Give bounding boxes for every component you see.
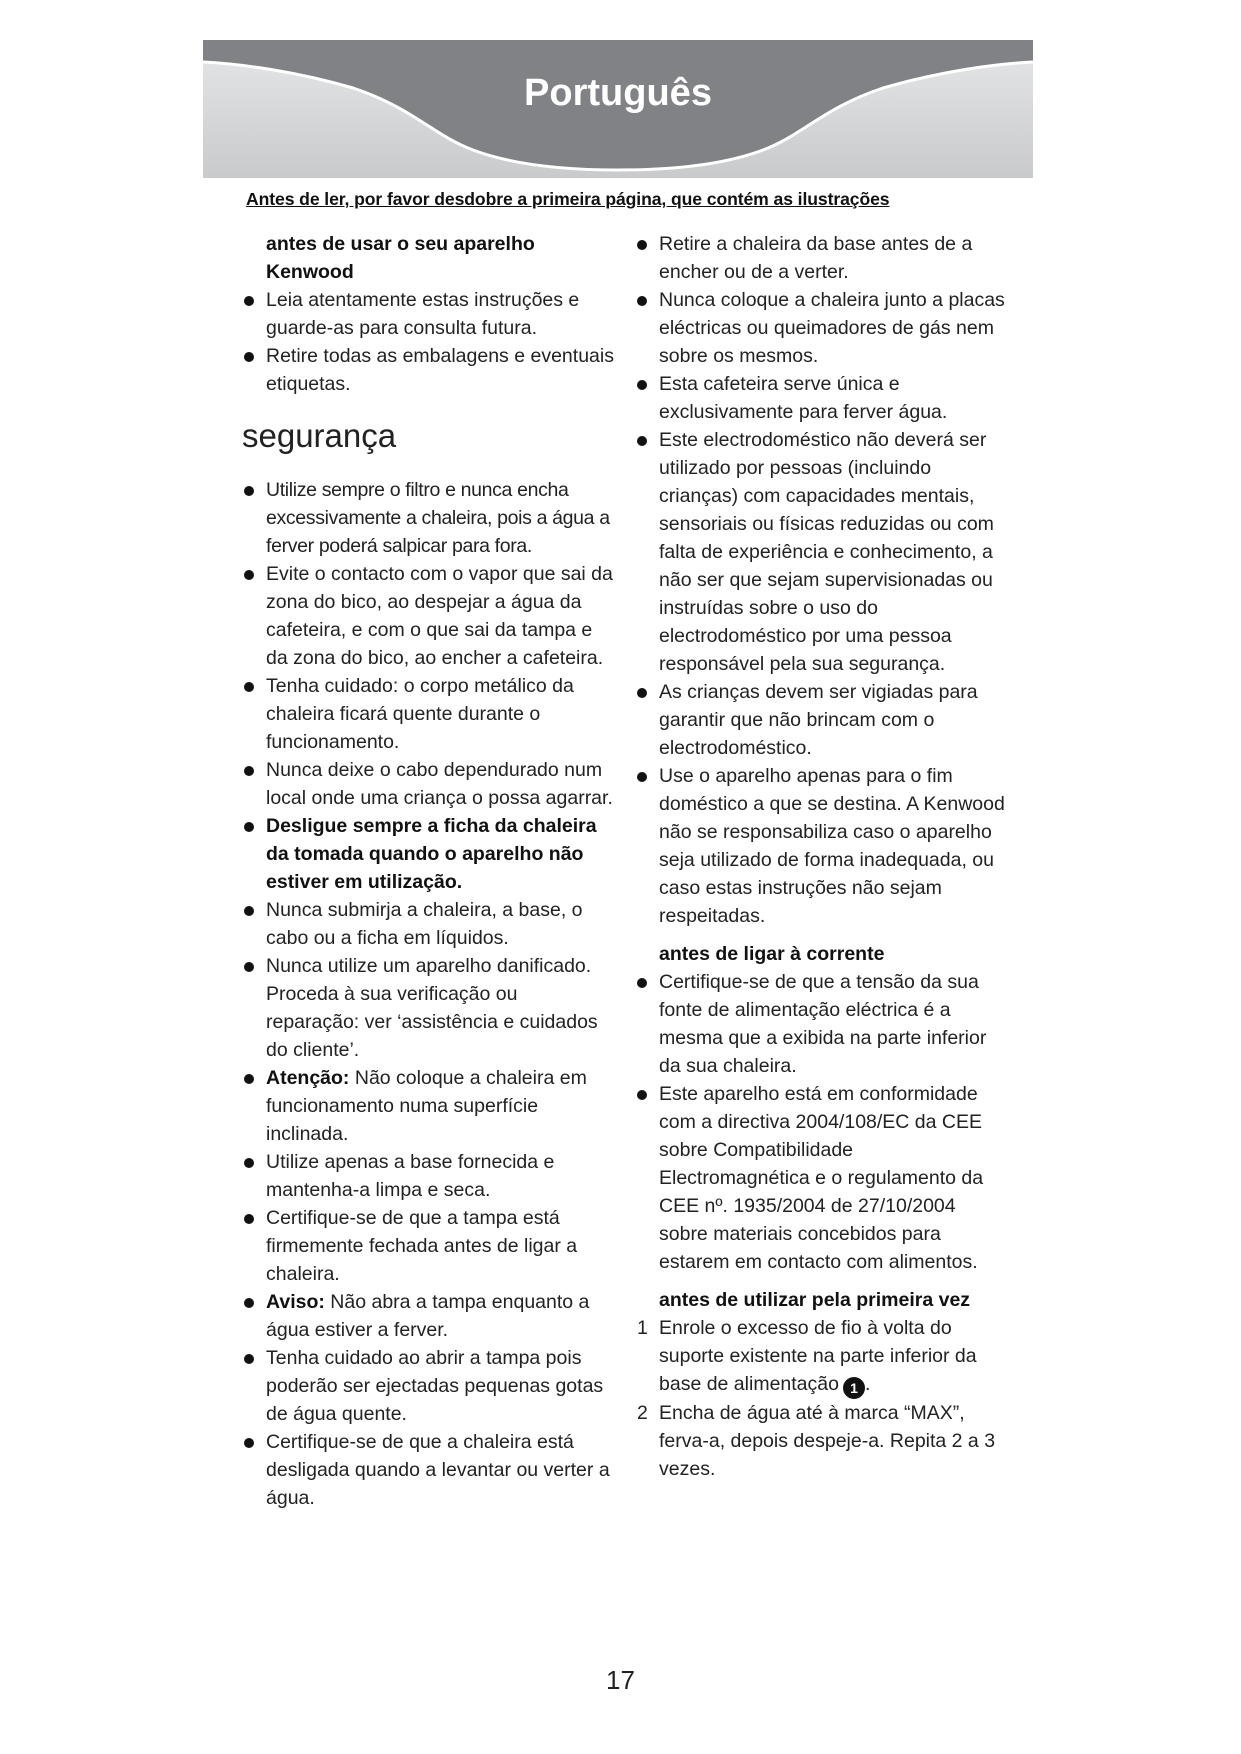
left-column: [244, 230, 616, 1512]
page-number: 17: [606, 1665, 635, 1695]
figure-reference-badge: 1: [843, 1377, 865, 1399]
warning-label: Aviso:: [266, 1291, 325, 1313]
step-item: [637, 1314, 1009, 1399]
first-use-heading: antes de utilizar pela primeira vez: [659, 1289, 971, 1311]
safety-list-continued: [637, 230, 1009, 930]
list-item: Esta cafeteira serve única e exclusivamente para ferver água.: [637, 370, 1009, 426]
list-item: Utilize apenas a base fornecida e mantenha-a limpa e seca.: [244, 1148, 616, 1204]
list-item: Tenha cuidado ao abrir a tampa pois poderão ser ejectadas pequenas gotas de água quente.: [244, 1344, 616, 1428]
step-item: [637, 1399, 1009, 1483]
list-item: Tenha cuidado: o corpo metálico da chaleira ficará quente durante o funcionamento.: [244, 672, 616, 756]
list-item: Nunca deixe o cabo dependurado num local onde uma criança o possa agarrar.: [244, 756, 616, 812]
list-item: Nunca coloque a chaleira junto a placas eléctricas ou queimadores de gás nem sobre os mesmos.: [637, 286, 1009, 370]
list-item: Evite o contacto com o vapor que sai da zona do bico, ao despejar a água da cafeteira, e com o que sai da tampa e da zona do bico, ao encher a cafeteira.: [244, 560, 616, 672]
list-item: Retire a chaleira da base antes de a encher ou de a verter.: [637, 230, 1009, 286]
step-text: Enrole o excesso de fio à volta do suporte existente na parte inferior da base de alimentação: [659, 1317, 977, 1395]
section-title-safety: segurança: [242, 417, 397, 454]
list-item: As crianças devem ser vigiadas para garantir que não brincam com o electrodoméstico.: [637, 678, 1009, 762]
first-use-steps: [637, 1314, 1009, 1483]
list-item: Utilize sempre o filtro e nunca encha excessivamente a chaleira, pois a água a ferver poderá salpicar para fora.: [244, 476, 616, 560]
list-item: Retire todas as embalagens e eventuais etiquetas.: [244, 342, 616, 398]
intro-list: [244, 286, 616, 398]
step-text: Encha de água até à marca “MAX”, ferva-a, depois despeje-a. Repita 2 a 3 vezes.: [659, 1402, 996, 1480]
step-tail: .: [864, 1373, 871, 1395]
language-title: Português: [524, 72, 712, 114]
step-number: 1: [637, 1317, 648, 1339]
list-item: Nunca utilize um aparelho danificado. Proceda à sua verificação ou reparação: ver ‘assistência e cuidados do cliente’.: [244, 952, 616, 1064]
warning-text: Não coloque a chaleira em funcionamento numa superfície inclinada.: [266, 1067, 587, 1145]
list-item: Este electrodoméstico não deverá ser utilizado por pessoas (incluindo crianças) com capacidades mentais, sensoriais ou físicas reduzidas ou com falta de experiência e conhecimento, a não ser que sejam supervisionadas ou instruídas sobre o uso do electrodoméstico por uma pessoa responsável pela sua segurança.: [637, 426, 1009, 678]
instruction-subtitle: Antes de ler, por favor desdobre a primeira página, que contém as ilustrações: [246, 189, 890, 209]
list-item-atencao: [244, 1064, 616, 1148]
power-heading: antes de ligar à corrente: [659, 943, 885, 965]
warning-label: Atenção:: [266, 1067, 350, 1089]
power-list: [637, 968, 1009, 1276]
list-item-aviso: [244, 1288, 616, 1344]
right-column: [637, 230, 1009, 1483]
warning-text: Não abra a tampa enquanto a água estiver a ferver.: [266, 1291, 590, 1341]
list-item: Use o aparelho apenas para o fim doméstico a que se destina. A Kenwood não se responsabiliza caso o aparelho seja utilizado de forma inadequada, ou caso estas instruções não sejam respeitadas.: [637, 762, 1009, 930]
list-item-bold: Desligue sempre a ficha da chaleira da tomada quando o aparelho não estiver em utilização.: [244, 812, 616, 896]
step-number: 2: [637, 1402, 648, 1424]
list-item: Certifique-se de que a tampa está firmemente fechada antes de ligar a chaleira.: [244, 1204, 616, 1288]
intro-heading: antes de usar o seu aparelho Kenwood: [266, 233, 535, 283]
list-item: Este aparelho está em conformidade com a directiva 2004/108/EC da CEE sobre Compatibilidade Electromagnética e o regulamento da CEE nº. 1935/2004 de 27/10/2004 sobre materiais concebidos para estarem em contacto com alimentos.: [637, 1080, 1009, 1276]
safety-list: [244, 476, 616, 1512]
list-item: Certifique-se de que a tensão da sua fonte de alimentação eléctrica é a mesma que a exibida na parte inferior da sua chaleira.: [637, 968, 1009, 1080]
list-item: Certifique-se de que a chaleira está desligada quando a levantar ou verter a água.: [244, 1428, 616, 1512]
list-item: Leia atentamente estas instruções e guarde-as para consulta futura.: [244, 286, 616, 342]
list-item: Nunca submirja a chaleira, a base, o cabo ou a ficha em líquidos.: [244, 896, 616, 952]
